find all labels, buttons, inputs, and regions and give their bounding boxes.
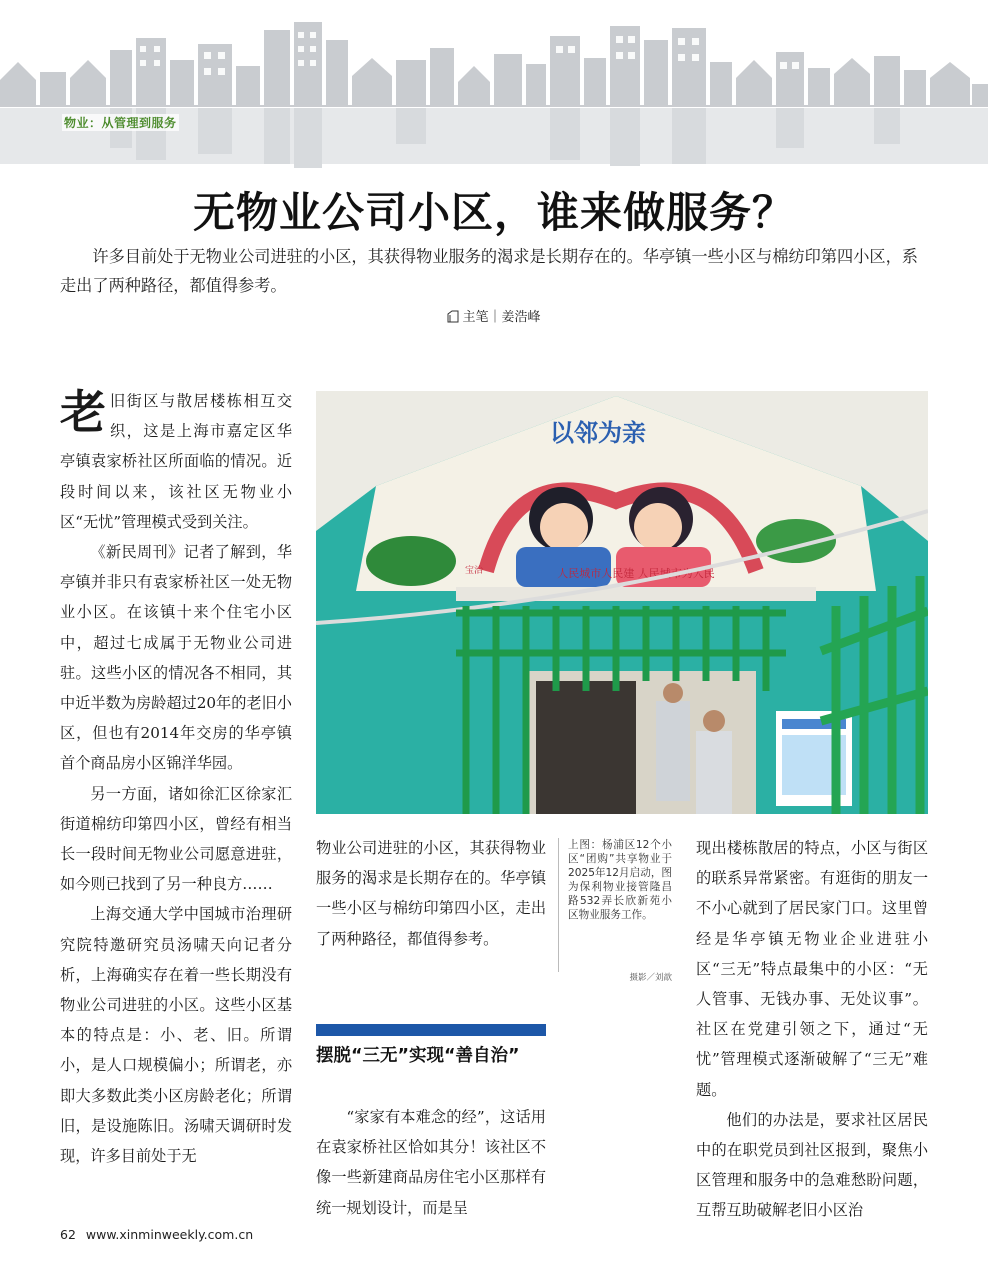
- body-paragraph: 《新民周刊》记者了解到，华亭镇并非只有袁家桥社区一处无物业小区。在该镇十来个住宅小区中，超过七成属于无物业公司进驻。这些小区的情况各不相同，其中近半数为房龄超过20年的老旧小区，但也有2014年交房的华亭镇首个商品房小区锦洋华园。: [60, 543, 292, 773]
- byline-text: 主笔｜姜浩峰: [462, 310, 541, 325]
- pen-icon: [447, 310, 459, 323]
- article-title: 无物业公司小区，谁来做服务？: [192, 188, 795, 237]
- page-number: 62: [60, 1227, 76, 1242]
- section-label: 物业：从管理到服务: [64, 116, 177, 130]
- photo-caption: 上图：杨浦区12个小区“团购”共享物业于2025年12月启动，图为保利物业接管隆昌路532弄长欣新苑小区物业服务工作。: [568, 839, 673, 921]
- body-paragraph: “家家有本难念的经”，这话用在袁家桥社区恰如其分！该社区不像一些新建商品房住宅小区那样有统一规划设计，而是呈: [316, 1108, 546, 1217]
- skyline-header-graphic: [0, 0, 988, 170]
- body-column-2b: [316, 1102, 546, 1223]
- body-paragraph: 物业公司进驻的小区，其获得物业服务的渴求是长期存在的。华亭镇一些小区与棉纺印第四小区，走出了两种路径，都值得参考。: [316, 839, 546, 948]
- body-column-2: [316, 833, 546, 954]
- caption-divider: [558, 838, 559, 972]
- body-paragraph: 另一方面，诸如徐汇区徐家汇街道棉纺印第四小区，曾经有相当长一段时间无物业公司愿意进驻，如今则已找到了另一种良方……: [60, 784, 292, 894]
- body-paragraph: 上海交通大学中国城市治理研究院特邀研究员汤啸天向记者分析，上海确实存在着一些长期没有物业公司进驻的小区。这些小区基本的特点是：小、老、旧。所谓小，是人口规模偏小；所谓老，亦即大多数此类小区房龄老化；所谓旧，是设施陈旧。汤啸天调研时发现，许多目前处于无: [60, 905, 292, 1166]
- mural-slogan: 以邻为亲: [550, 419, 646, 447]
- byline: [0, 306, 988, 325]
- drop-cap: 老: [60, 385, 106, 439]
- section-subheading: 摆脱“三无”实现“善自治”: [316, 1046, 520, 1066]
- mural-banner: 人民城市人民建 人民城市为人民: [557, 567, 715, 580]
- photo-credit: 摄影／刘歆: [629, 973, 672, 983]
- body-column-4: [696, 833, 928, 1226]
- body-paragraph: [60, 386, 292, 537]
- body-column-1: [60, 386, 292, 1171]
- body-paragraph: 他们的办法是，要求社区居民中的在职党员到社区报到，聚焦小区管理和服务中的急难愁盼问题，互帮互助破解老旧小区治: [696, 1110, 928, 1220]
- body-paragraph: 现出楼栋散居的特点，小区与街区的联系异常紧密。有逛街的朋友一不小心就到了居民家门口。这里曾经是华亭镇无物业企业进驻小区“三无”特点最集中的小区：“无人管事、无钱办事、无处议事”。社区在党建引领之下，通过“无忧”管理模式逐渐破解了“三无”难题。: [696, 839, 928, 1099]
- mural-tag: 宝治: [464, 566, 484, 576]
- stairwell-mural-photo: [316, 391, 928, 814]
- subhead-bar: [316, 1024, 546, 1036]
- page-footer: [60, 1227, 253, 1242]
- website-url: www.xinminweekly.com.cn: [85, 1227, 254, 1242]
- article-lead: 许多目前处于无物业公司进驻的小区，其获得物业服务的渴求是长期存在的。华亭镇一些小区与棉纺印第四小区，系走出了两种路径，都值得参考。: [60, 247, 918, 295]
- paragraph-text: 旧街区与散居楼栋相互交织，这是上海市嘉定区华亭镇袁家桥社区所面临的情况。近段时间以来，该社区无物业小区“无忧”管理模式受到关注。: [60, 392, 292, 531]
